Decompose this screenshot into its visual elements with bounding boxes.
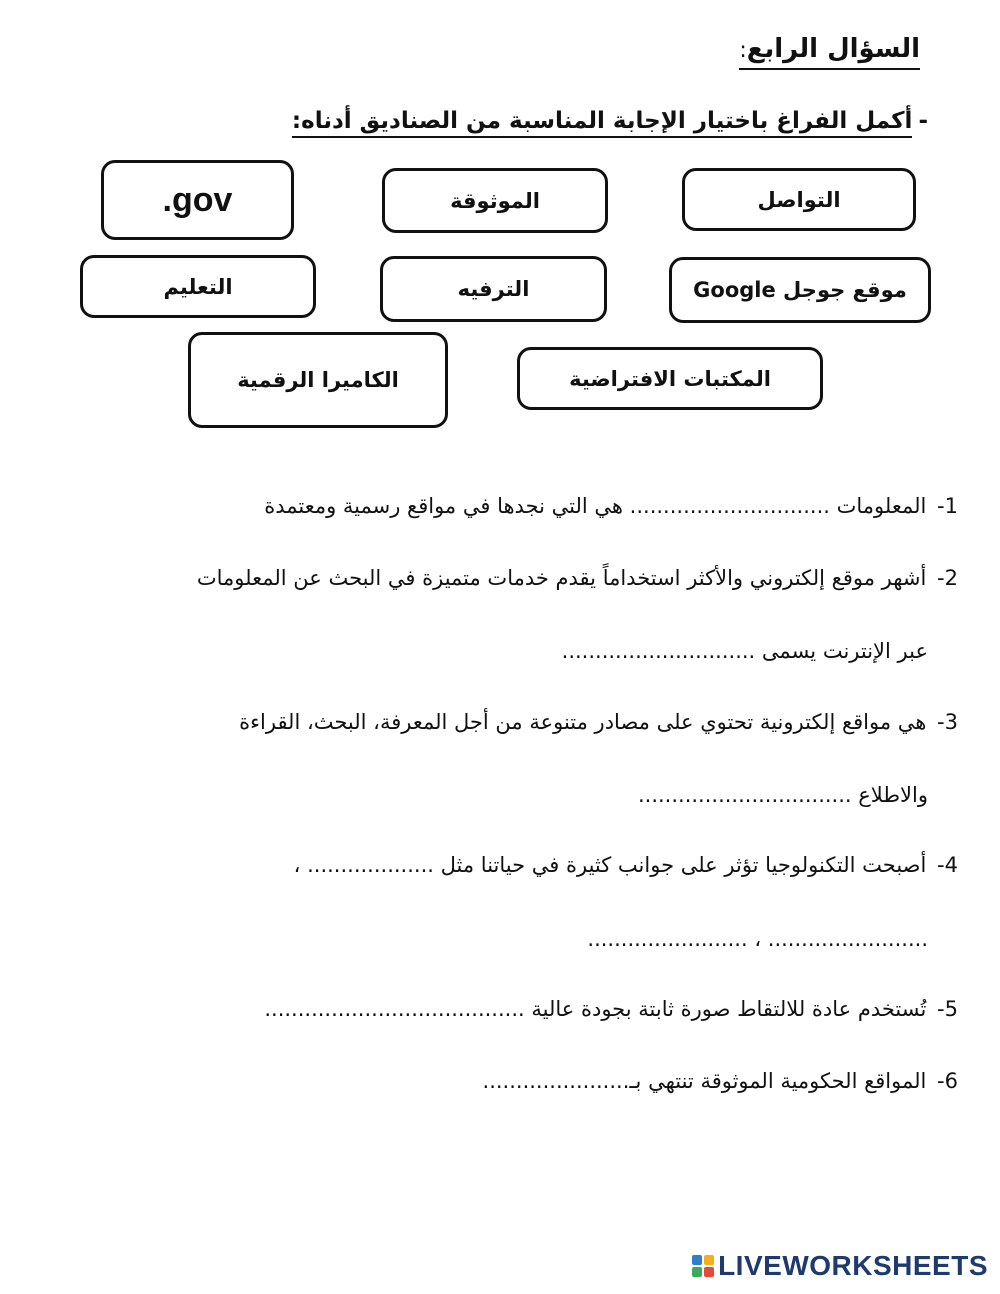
question-3-line1: هي مواقع إلكترونية تحتوي على مصادر متنوعة من أجل المعرفة، البحث، القراءة: [239, 710, 927, 734]
question-1-text-a: المعلومات: [836, 494, 927, 518]
instruction-dash: -: [918, 108, 928, 134]
question-5-blank[interactable]: .......................................: [264, 997, 525, 1021]
question-2-number: 2-: [937, 566, 958, 590]
question-2: [197, 563, 958, 593]
question-2-blank[interactable]: .............................: [561, 639, 756, 663]
question-title-text: السؤال الرابع: [746, 34, 920, 64]
question-2-line2: عبر الإنترنت يسمى: [761, 639, 928, 663]
word-box-camera[interactable]: الكاميرا الرقمية: [188, 332, 448, 428]
question-5-text: تُستخدم عادة للالتقاط صورة ثابتة بجودة عالية: [531, 997, 927, 1021]
question-1-blank[interactable]: ..............................: [629, 494, 830, 518]
question-5: [264, 994, 958, 1024]
question-5-number: 5-: [937, 997, 958, 1021]
word-box-taalim[interactable]: التعليم: [80, 255, 316, 318]
question-6-text: المواقع الحكومية الموثوقة تنتهي بـ: [629, 1069, 927, 1093]
question-2-line1: أشهر موقع إلكتروني والأكثر استخداماً يقدم خدمات متميزة في البحث عن المعلومات: [196, 566, 927, 590]
instruction: [292, 108, 928, 134]
word-box-google[interactable]: موقع جوجل Google: [669, 257, 931, 323]
question-title: [739, 34, 920, 70]
question-4-blank-1[interactable]: ...................: [307, 853, 434, 877]
question-6: [483, 1066, 958, 1096]
instruction-text: أكمل الفراغ باختيار الإجابة المناسبة من الصناديق أدناه:: [292, 108, 913, 138]
logo-square-4: [704, 1267, 714, 1277]
question-4-continuation: [587, 924, 928, 954]
word-box-mawthuqa[interactable]: الموثوقة: [382, 168, 608, 233]
liveworksheets-logo-icon: [692, 1255, 714, 1277]
question-1-number: 1-: [937, 494, 958, 518]
liveworksheets-brand: LIVEWORKSHEETS: [718, 1250, 988, 1281]
liveworksheets-footer: [692, 1250, 988, 1282]
question-3-number: 3-: [937, 710, 958, 734]
question-6-number: 6-: [937, 1069, 958, 1093]
question-2-continuation: [562, 636, 928, 666]
question-4: [294, 850, 958, 880]
question-6-blank[interactable]: ......................: [482, 1069, 630, 1093]
logo-square-3: [692, 1267, 702, 1277]
word-box-libraries[interactable]: المكتبات الافتراضية: [517, 347, 823, 410]
question-3-blank[interactable]: ................................: [637, 783, 852, 807]
question-3: [239, 707, 958, 737]
word-box-tarfih[interactable]: الترفيه: [380, 256, 607, 322]
question-4-blank-2[interactable]: ........................: [767, 927, 928, 951]
question-4-line1: أصبحت التكنولوجيا تؤثر على جوانب كثيرة في حياتنا مثل: [440, 853, 927, 877]
word-box-gov[interactable]: .gov: [101, 160, 294, 240]
question-1-text-b: هي التي نجدها في مواقع رسمية ومعتمدة: [264, 494, 623, 518]
question-title-colon: :: [739, 38, 747, 63]
question-4-separator-1: ،: [293, 853, 301, 877]
question-4-separator-2: ،: [754, 927, 762, 951]
question-3-line2: والاطلاع: [858, 783, 928, 807]
question-1: [264, 491, 958, 521]
question-4-blank-3[interactable]: ........................: [587, 927, 748, 951]
question-3-continuation: [638, 780, 928, 810]
word-box-tawasul[interactable]: التواصل: [682, 168, 916, 231]
logo-square-1: [692, 1255, 702, 1265]
logo-square-2: [704, 1255, 714, 1265]
question-4-number: 4-: [937, 853, 958, 877]
